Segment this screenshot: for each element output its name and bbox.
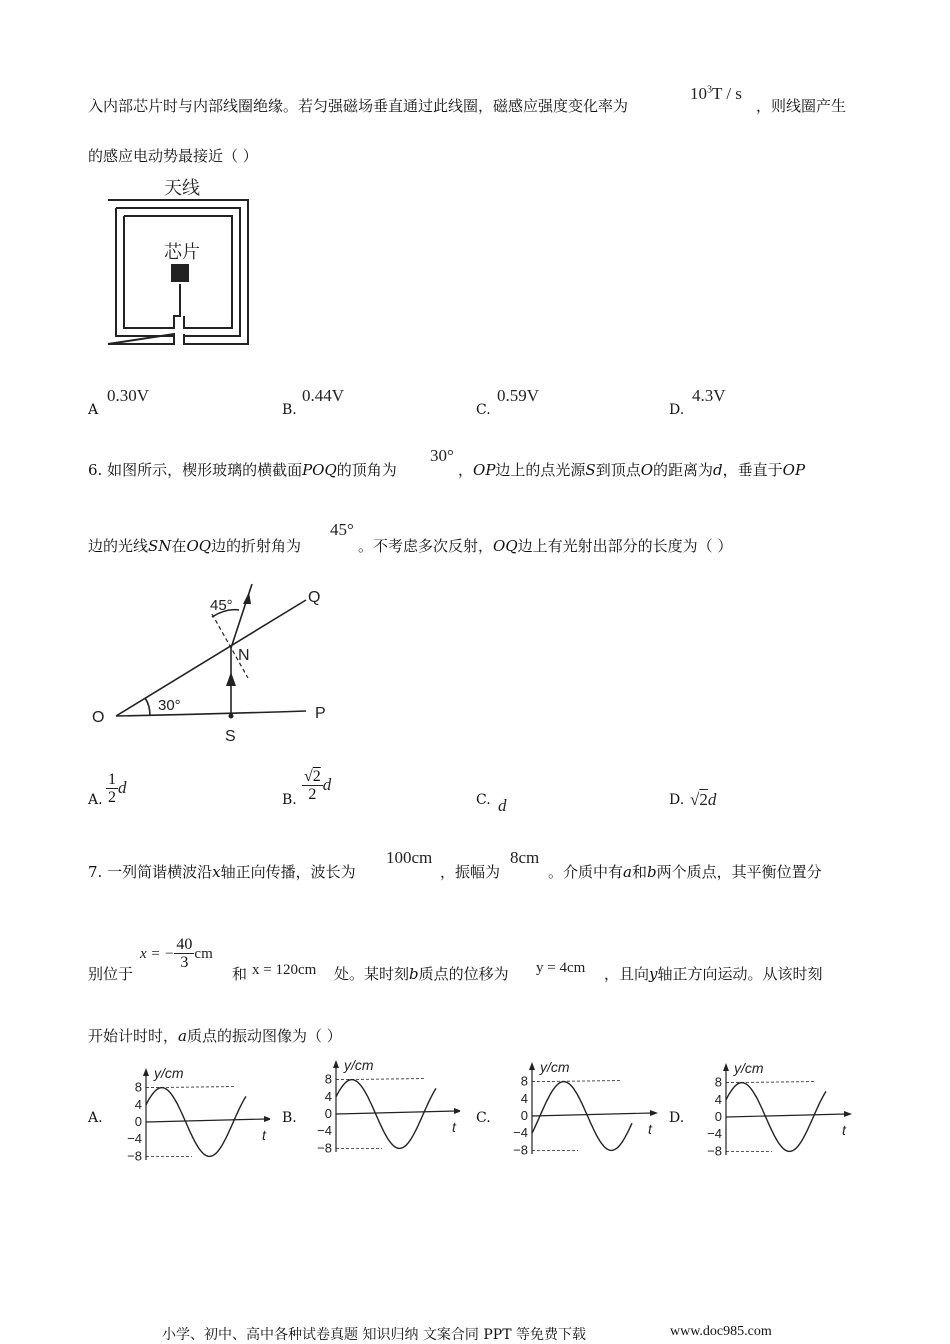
chip-square bbox=[171, 264, 189, 282]
footer-url[interactable]: www.doc985.com bbox=[670, 1324, 772, 1339]
q6-option-b-label: B. bbox=[282, 792, 297, 808]
q5-option-a-label: A bbox=[88, 402, 99, 418]
q7-option-d-label: D. bbox=[669, 1110, 685, 1126]
q7-line-1-c: 。介质中有a和b两个质点，其平衡位置分 bbox=[548, 863, 822, 881]
tick-label: 8 bbox=[714, 1074, 722, 1090]
t-axis-label: t bbox=[452, 1119, 456, 1135]
tick-label: 0 bbox=[134, 1114, 142, 1129]
y-axis-label: y/cm bbox=[344, 1057, 374, 1073]
label-P: P bbox=[315, 705, 326, 722]
q6-option-b-value: $\frac{√2}{2}$ d bbox=[304, 768, 332, 803]
tick-label: 0 bbox=[714, 1109, 722, 1124]
y-axis-label: y/cm bbox=[734, 1060, 764, 1076]
q5-rate: $10^3T$ / s bbox=[690, 84, 742, 103]
q5-option-d-label: D. bbox=[669, 402, 685, 418]
q6-line-2: 边的光线SN在OQ边的折射角为 bbox=[88, 537, 302, 555]
q6-figure-prism bbox=[86, 580, 346, 750]
tick-label: 4 bbox=[324, 1088, 332, 1104]
q7-line-2: 别位于 bbox=[88, 965, 134, 983]
label-S: S bbox=[225, 728, 236, 745]
q5-figure-antenna-coil bbox=[100, 172, 260, 352]
angle-30-arc bbox=[145, 698, 150, 716]
q5-option-c-value: 0.59V bbox=[497, 386, 540, 405]
coil-inner-left bbox=[124, 216, 174, 328]
t-axis bbox=[532, 1113, 652, 1116]
q7-option-a-label: A. bbox=[88, 1110, 103, 1126]
antenna-label: 天线 bbox=[164, 178, 200, 198]
tick-label: 8 bbox=[520, 1073, 528, 1089]
tick-label: 4 bbox=[134, 1096, 142, 1112]
t-axis bbox=[726, 1114, 846, 1117]
q6-line-1: 6. 如图所示，楔形玻璃的横截面POQ的顶角为 bbox=[88, 461, 397, 479]
q6-option-c-value: d bbox=[498, 796, 507, 815]
q7-line-1: 7. 一列简谐横波沿x轴正向传播，波长为 bbox=[88, 863, 356, 881]
q7-graph-a bbox=[110, 1060, 270, 1170]
t-axis-arrow bbox=[844, 1111, 852, 1117]
q7-option-c-label: C. bbox=[476, 1110, 491, 1126]
t-axis-label: t bbox=[648, 1121, 652, 1137]
q7-xa: x = − $\frac{40}{3}$ cm bbox=[140, 936, 213, 971]
tick-label: 4 bbox=[714, 1091, 722, 1107]
q7-line-1-b: ，振幅为 bbox=[440, 863, 501, 881]
q5-option-b-value: 0.44V bbox=[302, 386, 345, 405]
y-axis-label: y/cm bbox=[154, 1065, 184, 1081]
q6-option-a-label: A. bbox=[88, 792, 103, 808]
amplitude-top-line bbox=[532, 1081, 620, 1082]
q7-line-2-b: 和 bbox=[232, 965, 248, 983]
q5-option-d-value: 4.3V bbox=[692, 386, 726, 405]
y-axis-label: y/cm bbox=[540, 1059, 570, 1075]
tick-label: −4 bbox=[707, 1126, 722, 1142]
q5-line-2: 的感应电动势最接近（ ） bbox=[88, 147, 258, 165]
label-Q: Q bbox=[308, 589, 321, 606]
tick-label: −4 bbox=[127, 1131, 142, 1147]
t-axis-arrow bbox=[264, 1116, 270, 1122]
ray-arrow bbox=[226, 672, 236, 686]
t-axis-label: t bbox=[262, 1127, 266, 1143]
tick-label: 4 bbox=[520, 1090, 528, 1106]
y-axis-arrow bbox=[143, 1068, 149, 1076]
tick-label: 0 bbox=[324, 1106, 332, 1121]
tick-label: 8 bbox=[134, 1079, 142, 1095]
q6-option-d-value: √2d bbox=[690, 790, 717, 809]
chip-label: 芯片 bbox=[164, 242, 200, 262]
tick-label: −8 bbox=[127, 1148, 142, 1164]
y-axis-arrow bbox=[333, 1060, 339, 1068]
t-axis bbox=[146, 1119, 266, 1122]
q6-option-c-label: C. bbox=[476, 792, 491, 808]
q6-line-1-cont: ，OP边上的点光源S到顶点O的距离为d，垂直于OP bbox=[458, 461, 806, 479]
label-30: 30° bbox=[158, 697, 181, 714]
q7-wavelength: 100cm bbox=[386, 848, 433, 867]
t-axis bbox=[336, 1111, 456, 1114]
q7-graph-c bbox=[496, 1054, 666, 1164]
q7-line-2-d: ，且向y轴正方向运动。从该时刻 bbox=[604, 965, 823, 983]
footer-text: 小学、初中、高中各种试卷真题 知识归纳 文案合同 PPT 等免费下载 bbox=[162, 1327, 586, 1343]
y-axis-arrow bbox=[529, 1062, 535, 1070]
label-45: 45° bbox=[210, 597, 233, 614]
refracted-arrow bbox=[243, 592, 251, 604]
tick-label: −4 bbox=[317, 1123, 332, 1139]
q5-option-c-label: C. bbox=[476, 402, 491, 418]
q7-line-3: 开始计时时，a质点的振动图像为（ ） bbox=[88, 1027, 342, 1045]
tick-label: 0 bbox=[520, 1108, 528, 1123]
tick-label: −4 bbox=[513, 1125, 528, 1141]
edge-OP bbox=[116, 711, 306, 716]
q7-graph-b bbox=[300, 1052, 460, 1162]
q6-angle-30: 30° bbox=[430, 446, 454, 465]
t-axis-arrow bbox=[454, 1108, 460, 1114]
chip-lead bbox=[174, 284, 180, 322]
q7-yb: y = 4cm bbox=[536, 960, 586, 976]
q7-xb: x = 120cm bbox=[252, 962, 317, 978]
q5-line-1: 入内部芯片时与内部线圈绝缘。若匀强磁场垂直通过此线圈，磁感应强度变化率为 bbox=[88, 97, 629, 115]
normal-line bbox=[212, 614, 248, 678]
q6-option-d-label: D. bbox=[669, 792, 685, 808]
q7-amplitude: 8cm bbox=[510, 848, 540, 867]
label-N: N bbox=[238, 647, 250, 664]
q7-graph-d bbox=[690, 1055, 860, 1165]
y-axis-arrow bbox=[723, 1063, 729, 1071]
point-S bbox=[229, 714, 234, 719]
q7-option-b-label: B. bbox=[282, 1110, 297, 1126]
tick-label: 8 bbox=[324, 1071, 332, 1087]
tick-label: −8 bbox=[317, 1140, 332, 1156]
q7-line-2-c: 处。某时刻b质点的位移为 bbox=[334, 965, 509, 983]
label-O: O bbox=[92, 709, 105, 726]
t-axis-arrow bbox=[650, 1110, 658, 1116]
q6-option-a-value: $\frac{1}{2}$ d bbox=[108, 771, 127, 806]
tick-label: −8 bbox=[513, 1142, 528, 1158]
q5-option-a-value: 0.30V bbox=[107, 386, 150, 405]
q6-line-2-cont: 。不考虑多次反射，OQ边上有光射出部分的长度为（ ） bbox=[358, 537, 733, 555]
t-axis-label: t bbox=[842, 1122, 846, 1138]
q6-angle-45: 45° bbox=[330, 520, 354, 539]
q5-option-b-label: B. bbox=[282, 402, 297, 418]
q5-line-1-end: ，则线圈产生 bbox=[756, 97, 847, 115]
tick-label: −8 bbox=[707, 1143, 722, 1159]
